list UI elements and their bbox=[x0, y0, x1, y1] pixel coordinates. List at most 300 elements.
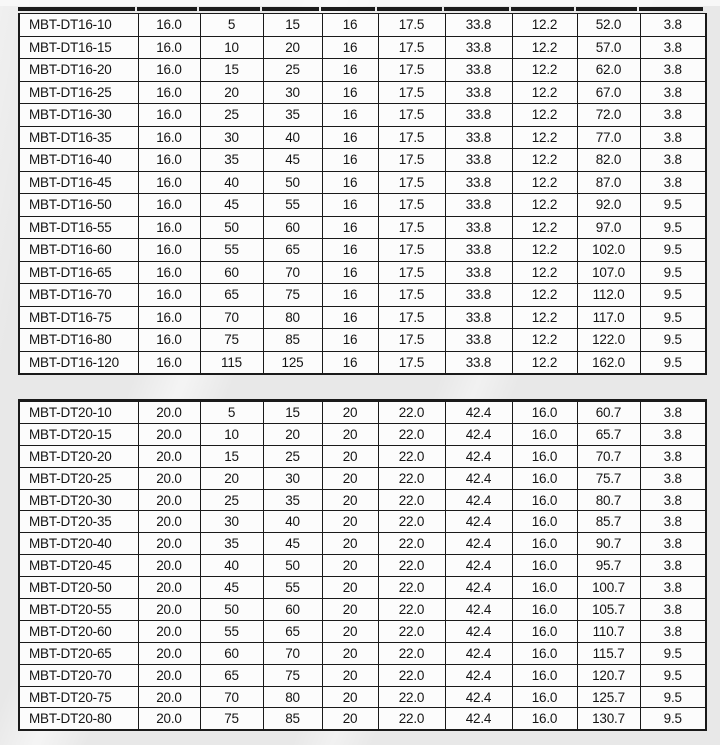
dimension-value-cell: 3.8 bbox=[640, 555, 706, 577]
dimension-value-cell: 3.8 bbox=[640, 599, 706, 621]
part-number-cell: MBT-DT20-80 bbox=[19, 708, 138, 730]
dimension-value-cell: 110.7 bbox=[577, 620, 640, 642]
dimension-value-cell: 20 bbox=[322, 686, 378, 708]
table-row bbox=[19, 401, 706, 424]
dimension-value-cell: 42.4 bbox=[445, 664, 512, 686]
dimension-value-cell: 20 bbox=[322, 577, 378, 599]
part-number-cell: MBT-DT20-30 bbox=[19, 489, 138, 511]
table-row bbox=[19, 445, 706, 467]
dimension-value-cell: 42.4 bbox=[445, 401, 512, 424]
dimension-value-cell: 42.4 bbox=[445, 577, 512, 599]
dimension-value-cell: 115 bbox=[200, 351, 263, 374]
dimension-value-cell: 20.0 bbox=[138, 599, 200, 621]
dimension-value-cell: 17.5 bbox=[378, 306, 445, 329]
dimension-value-cell: 30 bbox=[263, 81, 322, 104]
part-number-cell: MBT-DT16-50 bbox=[19, 194, 138, 217]
dimension-value-cell: 20 bbox=[322, 599, 378, 621]
table-row bbox=[19, 577, 706, 599]
part-number-cell: MBT-DT20-10 bbox=[19, 401, 138, 424]
header-edge-segment bbox=[511, 7, 574, 11]
dimension-value-cell: 3.8 bbox=[640, 533, 706, 555]
dimension-value-cell: 16.0 bbox=[138, 171, 200, 194]
dimension-value-cell: 20.0 bbox=[138, 642, 200, 664]
dimension-value-cell: 75 bbox=[200, 329, 263, 352]
dimension-value-cell: 33.8 bbox=[445, 126, 512, 149]
dimension-value-cell: 82.0 bbox=[577, 149, 640, 172]
dimension-value-cell: 33.8 bbox=[445, 329, 512, 352]
dimension-value-cell: 16.0 bbox=[138, 126, 200, 149]
part-number-cell: MBT-DT20-20 bbox=[19, 445, 138, 467]
dimension-value-cell: 95.7 bbox=[577, 555, 640, 577]
dimension-value-cell: 22.0 bbox=[378, 642, 445, 664]
dimension-value-cell: 9.5 bbox=[640, 329, 706, 352]
dimension-value-cell: 17.5 bbox=[378, 36, 445, 59]
dimension-value-cell: 16 bbox=[322, 149, 378, 172]
header-edge-segment bbox=[639, 7, 703, 11]
table-row bbox=[19, 239, 706, 262]
part-number-cell: MBT-DT20-55 bbox=[19, 599, 138, 621]
dimension-value-cell: 3.8 bbox=[640, 577, 706, 599]
dimension-value-cell: 45 bbox=[200, 194, 263, 217]
dimension-value-cell: 12.2 bbox=[512, 194, 577, 217]
part-number-cell: MBT-DT20-65 bbox=[19, 642, 138, 664]
dimension-value-cell: 3.8 bbox=[640, 81, 706, 104]
dimension-value-cell: 16 bbox=[322, 239, 378, 262]
dimension-value-cell: 50 bbox=[263, 171, 322, 194]
dimension-value-cell: 57.0 bbox=[577, 36, 640, 59]
dimension-value-cell: 15 bbox=[263, 401, 322, 424]
dimension-value-cell: 42.4 bbox=[445, 686, 512, 708]
dimension-value-cell: 20 bbox=[322, 664, 378, 686]
dimension-value-cell: 25 bbox=[200, 104, 263, 127]
dimension-value-cell: 16.0 bbox=[138, 81, 200, 104]
dimension-value-cell: 16.0 bbox=[138, 36, 200, 59]
dimension-value-cell: 85.7 bbox=[577, 511, 640, 533]
dimension-value-cell: 20.0 bbox=[138, 577, 200, 599]
dimension-value-cell: 33.8 bbox=[445, 351, 512, 374]
dimension-value-cell: 16 bbox=[322, 126, 378, 149]
dimension-value-cell: 162.0 bbox=[577, 351, 640, 374]
table-row bbox=[19, 171, 706, 194]
dimension-value-cell: 33.8 bbox=[445, 104, 512, 127]
dimension-value-cell: 20 bbox=[200, 467, 263, 489]
dimension-value-cell: 22.0 bbox=[378, 489, 445, 511]
dimension-value-cell: 20.0 bbox=[138, 489, 200, 511]
dimension-value-cell: 60 bbox=[200, 642, 263, 664]
dimension-value-cell: 42.4 bbox=[445, 599, 512, 621]
dimension-value-cell: 25 bbox=[263, 445, 322, 467]
table-row bbox=[19, 36, 706, 59]
table-row bbox=[19, 351, 706, 374]
dimension-value-cell: 97.0 bbox=[577, 216, 640, 239]
dimension-value-cell: 17.5 bbox=[378, 149, 445, 172]
dimension-value-cell: 16.0 bbox=[512, 423, 577, 445]
dimension-value-cell: 22.0 bbox=[378, 708, 445, 730]
dimension-value-cell: 16.0 bbox=[512, 401, 577, 424]
dimension-value-cell: 65.7 bbox=[577, 423, 640, 445]
dimension-value-cell: 42.4 bbox=[445, 620, 512, 642]
dimension-value-cell: 20 bbox=[263, 36, 322, 59]
dimension-value-cell: 16.0 bbox=[138, 329, 200, 352]
dimension-value-cell: 33.8 bbox=[445, 194, 512, 217]
dimension-value-cell: 12.2 bbox=[512, 149, 577, 172]
dimension-value-cell: 15 bbox=[200, 59, 263, 82]
dimension-value-cell: 16.0 bbox=[512, 467, 577, 489]
dimension-value-cell: 112.0 bbox=[577, 284, 640, 307]
dimension-value-cell: 33.8 bbox=[445, 149, 512, 172]
dimension-value-cell: 70 bbox=[200, 306, 263, 329]
dimension-value-cell: 9.5 bbox=[640, 708, 706, 730]
dimension-value-cell: 92.0 bbox=[577, 194, 640, 217]
part-number-cell: MBT-DT20-25 bbox=[19, 467, 138, 489]
dimension-value-cell: 20.0 bbox=[138, 686, 200, 708]
dimension-value-cell: 9.5 bbox=[640, 239, 706, 262]
dimension-value-cell: 75.7 bbox=[577, 467, 640, 489]
dimension-value-cell: 17.5 bbox=[378, 126, 445, 149]
dimension-value-cell: 33.8 bbox=[445, 239, 512, 262]
dimension-value-cell: 16 bbox=[322, 194, 378, 217]
header-edge-segment bbox=[262, 7, 319, 11]
dimension-value-cell: 3.8 bbox=[640, 511, 706, 533]
dimension-value-cell: 75 bbox=[263, 664, 322, 686]
dimension-value-cell: 30 bbox=[263, 467, 322, 489]
dimension-value-cell: 16 bbox=[322, 329, 378, 352]
dimension-value-cell: 16.0 bbox=[512, 708, 577, 730]
dimension-value-cell: 120.7 bbox=[577, 664, 640, 686]
dimension-value-cell: 22.0 bbox=[378, 620, 445, 642]
dimension-value-cell: 20 bbox=[322, 401, 378, 424]
dimension-value-cell: 85 bbox=[263, 708, 322, 730]
dimension-value-cell: 3.8 bbox=[640, 171, 706, 194]
part-number-cell: MBT-DT16-75 bbox=[19, 306, 138, 329]
dimension-value-cell: 65 bbox=[263, 239, 322, 262]
part-number-cell: MBT-DT16-40 bbox=[19, 149, 138, 172]
part-number-cell: MBT-DT16-20 bbox=[19, 59, 138, 82]
dimension-value-cell: 16.0 bbox=[512, 664, 577, 686]
part-number-cell: MBT-DT16-35 bbox=[19, 126, 138, 149]
table-row bbox=[19, 423, 706, 445]
dimension-value-cell: 20.0 bbox=[138, 511, 200, 533]
dimension-value-cell: 33.8 bbox=[445, 306, 512, 329]
dimension-value-cell: 3.8 bbox=[640, 149, 706, 172]
table-row bbox=[19, 555, 706, 577]
dimension-value-cell: 45 bbox=[263, 533, 322, 555]
dimension-value-cell: 20.0 bbox=[138, 401, 200, 424]
dimension-value-cell: 105.7 bbox=[577, 599, 640, 621]
header-edge-segment bbox=[321, 7, 375, 11]
dimension-value-cell: 16.0 bbox=[138, 104, 200, 127]
dimension-value-cell: 72.0 bbox=[577, 104, 640, 127]
dimension-value-cell: 3.8 bbox=[640, 423, 706, 445]
table-row bbox=[19, 620, 706, 642]
dimension-value-cell: 16 bbox=[322, 81, 378, 104]
dimension-value-cell: 9.5 bbox=[640, 284, 706, 307]
dimension-value-cell: 12.2 bbox=[512, 126, 577, 149]
dimension-value-cell: 70 bbox=[263, 261, 322, 284]
dimension-value-cell: 16 bbox=[322, 36, 378, 59]
dimension-value-cell: 16.0 bbox=[512, 642, 577, 664]
dimension-value-cell: 33.8 bbox=[445, 171, 512, 194]
part-number-cell: MBT-DT16-60 bbox=[19, 239, 138, 262]
dimension-value-cell: 122.0 bbox=[577, 329, 640, 352]
header-edge-segment bbox=[377, 7, 442, 11]
dimension-value-cell: 60.7 bbox=[577, 401, 640, 424]
dimension-value-cell: 85 bbox=[263, 329, 322, 352]
part-number-cell: MBT-DT16-30 bbox=[19, 104, 138, 127]
dimension-value-cell: 33.8 bbox=[445, 216, 512, 239]
dimension-value-cell: 12.2 bbox=[512, 261, 577, 284]
dimension-value-cell: 22.0 bbox=[378, 577, 445, 599]
table-row bbox=[19, 599, 706, 621]
dimension-value-cell: 35 bbox=[263, 489, 322, 511]
part-number-cell: MBT-DT16-70 bbox=[19, 284, 138, 307]
dimension-value-cell: 20.0 bbox=[138, 533, 200, 555]
dimension-value-cell: 22.0 bbox=[378, 511, 445, 533]
part-number-cell: MBT-DT20-45 bbox=[19, 555, 138, 577]
table-row bbox=[19, 329, 706, 352]
dimension-value-cell: 16.0 bbox=[138, 216, 200, 239]
dimension-value-cell: 12.2 bbox=[512, 81, 577, 104]
dimension-value-cell: 55 bbox=[200, 239, 263, 262]
dimension-value-cell: 62.0 bbox=[577, 59, 640, 82]
dimension-value-cell: 70.7 bbox=[577, 445, 640, 467]
header-edge-segment bbox=[576, 7, 637, 11]
dimension-value-cell: 42.4 bbox=[445, 489, 512, 511]
table-row bbox=[19, 664, 706, 686]
dimension-value-cell: 42.4 bbox=[445, 511, 512, 533]
dimension-value-cell: 3.8 bbox=[640, 445, 706, 467]
dimension-value-cell: 50 bbox=[200, 599, 263, 621]
dimension-value-cell: 16 bbox=[322, 216, 378, 239]
dimension-value-cell: 20 bbox=[322, 620, 378, 642]
dimension-value-cell: 50 bbox=[263, 555, 322, 577]
dimension-value-cell: 20.0 bbox=[138, 467, 200, 489]
dimension-value-cell: 22.0 bbox=[378, 599, 445, 621]
dimension-value-cell: 40 bbox=[200, 555, 263, 577]
dimension-value-cell: 67.0 bbox=[577, 81, 640, 104]
table-row bbox=[19, 14, 706, 37]
dimension-value-cell: 16.0 bbox=[512, 445, 577, 467]
dimension-value-cell: 35 bbox=[263, 104, 322, 127]
dimension-value-cell: 16 bbox=[322, 104, 378, 127]
dimension-value-cell: 65 bbox=[200, 664, 263, 686]
dimension-value-cell: 20 bbox=[322, 489, 378, 511]
dimension-value-cell: 42.4 bbox=[445, 533, 512, 555]
table-row bbox=[19, 511, 706, 533]
dimension-value-cell: 16.0 bbox=[138, 306, 200, 329]
dimension-value-cell: 22.0 bbox=[378, 664, 445, 686]
dimension-value-cell: 16 bbox=[322, 261, 378, 284]
dimension-value-cell: 22.0 bbox=[378, 533, 445, 555]
dimension-value-cell: 20 bbox=[322, 511, 378, 533]
dimension-value-cell: 40 bbox=[263, 511, 322, 533]
dimension-value-cell: 5 bbox=[200, 401, 263, 424]
dimension-value-cell: 65 bbox=[263, 620, 322, 642]
dimension-value-cell: 16 bbox=[322, 284, 378, 307]
dimension-value-cell: 16 bbox=[322, 351, 378, 374]
part-number-cell: MBT-DT20-15 bbox=[19, 423, 138, 445]
dimension-value-cell: 16.0 bbox=[512, 577, 577, 599]
part-number-cell: MBT-DT16-80 bbox=[19, 329, 138, 352]
dimension-value-cell: 12.2 bbox=[512, 171, 577, 194]
dimension-value-cell: 16.0 bbox=[512, 533, 577, 555]
dimension-value-cell: 107.0 bbox=[577, 261, 640, 284]
table-row bbox=[19, 216, 706, 239]
table-row bbox=[19, 59, 706, 82]
dimension-value-cell: 17.5 bbox=[378, 261, 445, 284]
dimension-value-cell: 42.4 bbox=[445, 708, 512, 730]
dimension-value-cell: 20.0 bbox=[138, 708, 200, 730]
table-row bbox=[19, 126, 706, 149]
dimension-value-cell: 3.8 bbox=[640, 126, 706, 149]
dimension-value-cell: 22.0 bbox=[378, 423, 445, 445]
cropped-header-row-edge bbox=[18, 7, 705, 11]
dimension-value-cell: 3.8 bbox=[640, 36, 706, 59]
dimension-value-cell: 45 bbox=[200, 577, 263, 599]
dimension-value-cell: 12.2 bbox=[512, 329, 577, 352]
dimension-value-cell: 9.5 bbox=[640, 686, 706, 708]
dimension-value-cell: 16.0 bbox=[512, 555, 577, 577]
dimension-value-cell: 20 bbox=[322, 533, 378, 555]
dimension-value-cell: 50 bbox=[200, 216, 263, 239]
dimension-value-cell: 16 bbox=[322, 306, 378, 329]
dimension-value-cell: 12.2 bbox=[512, 36, 577, 59]
dimension-value-cell: 16.0 bbox=[512, 686, 577, 708]
part-number-cell: MBT-DT16-65 bbox=[19, 261, 138, 284]
dimension-value-cell: 87.0 bbox=[577, 171, 640, 194]
dimension-value-cell: 125 bbox=[263, 351, 322, 374]
dimension-value-cell: 12.2 bbox=[512, 14, 577, 37]
dimension-value-cell: 16.0 bbox=[138, 59, 200, 82]
table-row bbox=[19, 489, 706, 511]
dimension-value-cell: 9.5 bbox=[640, 216, 706, 239]
dimension-value-cell: 3.8 bbox=[640, 14, 706, 37]
dimension-value-cell: 70 bbox=[200, 686, 263, 708]
dimension-value-cell: 3.8 bbox=[640, 489, 706, 511]
dimension-value-cell: 20 bbox=[322, 467, 378, 489]
dimension-value-cell: 80 bbox=[263, 306, 322, 329]
dimension-value-cell: 5 bbox=[200, 14, 263, 37]
dimension-value-cell: 42.4 bbox=[445, 555, 512, 577]
header-edge-segment bbox=[137, 7, 197, 11]
dimension-value-cell: 12.2 bbox=[512, 306, 577, 329]
dimension-value-cell: 42.4 bbox=[445, 445, 512, 467]
dimension-value-cell: 55 bbox=[263, 577, 322, 599]
dimension-value-cell: 17.5 bbox=[378, 351, 445, 374]
dimension-value-cell: 115.7 bbox=[577, 642, 640, 664]
table-row bbox=[19, 81, 706, 104]
dimension-value-cell: 60 bbox=[200, 261, 263, 284]
part-number-cell: MBT-DT20-70 bbox=[19, 664, 138, 686]
dimension-value-cell: 20.0 bbox=[138, 423, 200, 445]
dimension-value-cell: 9.5 bbox=[640, 351, 706, 374]
dimension-value-cell: 12.2 bbox=[512, 284, 577, 307]
dimension-value-cell: 20.0 bbox=[138, 445, 200, 467]
dimension-value-cell: 9.5 bbox=[640, 642, 706, 664]
dimension-value-cell: 33.8 bbox=[445, 59, 512, 82]
dimension-value-cell: 100.7 bbox=[577, 577, 640, 599]
part-number-cell: MBT-DT20-35 bbox=[19, 511, 138, 533]
dt16-spec-table bbox=[18, 13, 707, 375]
table-row bbox=[19, 194, 706, 217]
dimension-value-cell: 3.8 bbox=[640, 467, 706, 489]
dimension-value-cell: 20.0 bbox=[138, 555, 200, 577]
dt20-spec-table bbox=[18, 399, 707, 731]
dimension-value-cell: 22.0 bbox=[378, 401, 445, 424]
dimension-value-cell: 30 bbox=[200, 511, 263, 533]
dimension-value-cell: 17.5 bbox=[378, 14, 445, 37]
dimension-value-cell: 9.5 bbox=[640, 664, 706, 686]
part-number-cell: MBT-DT20-60 bbox=[19, 620, 138, 642]
table-row bbox=[19, 467, 706, 489]
part-number-cell: MBT-DT20-75 bbox=[19, 686, 138, 708]
dimension-value-cell: 33.8 bbox=[445, 14, 512, 37]
dimension-value-cell: 42.4 bbox=[445, 642, 512, 664]
dimension-value-cell: 3.8 bbox=[640, 620, 706, 642]
dimension-value-cell: 16.0 bbox=[138, 351, 200, 374]
dimension-value-cell: 40 bbox=[200, 171, 263, 194]
table-row bbox=[19, 686, 706, 708]
header-edge-segment bbox=[199, 7, 260, 11]
dimension-value-cell: 33.8 bbox=[445, 261, 512, 284]
dimension-value-cell: 16 bbox=[322, 59, 378, 82]
part-number-cell: MBT-DT16-10 bbox=[19, 14, 138, 37]
dimension-value-cell: 70 bbox=[263, 642, 322, 664]
dimension-value-cell: 10 bbox=[200, 423, 263, 445]
dimension-value-cell: 16 bbox=[322, 14, 378, 37]
dimension-value-cell: 33.8 bbox=[445, 81, 512, 104]
dimension-value-cell: 25 bbox=[200, 489, 263, 511]
dimension-value-cell: 3.8 bbox=[640, 104, 706, 127]
dimension-value-cell: 17.5 bbox=[378, 171, 445, 194]
dimension-value-cell: 52.0 bbox=[577, 14, 640, 37]
dimension-value-cell: 17.5 bbox=[378, 216, 445, 239]
dimension-value-cell: 9.5 bbox=[640, 194, 706, 217]
dimension-value-cell: 20 bbox=[322, 642, 378, 664]
dimension-value-cell: 15 bbox=[200, 445, 263, 467]
dimension-value-cell: 65 bbox=[200, 284, 263, 307]
dimension-value-cell: 20 bbox=[200, 81, 263, 104]
dimension-value-cell: 80 bbox=[263, 686, 322, 708]
dimension-value-cell: 3.8 bbox=[640, 401, 706, 424]
dimension-value-cell: 20 bbox=[322, 708, 378, 730]
header-edge-segment bbox=[18, 7, 135, 11]
table-row bbox=[19, 533, 706, 555]
dimension-value-cell: 16.0 bbox=[138, 14, 200, 37]
part-number-cell: MBT-DT16-25 bbox=[19, 81, 138, 104]
dimension-value-cell: 10 bbox=[200, 36, 263, 59]
dimension-value-cell: 20 bbox=[322, 423, 378, 445]
table-row bbox=[19, 284, 706, 307]
dimension-value-cell: 16.0 bbox=[512, 511, 577, 533]
dimension-value-cell: 35 bbox=[200, 533, 263, 555]
dimension-value-cell: 130.7 bbox=[577, 708, 640, 730]
dimension-value-cell: 33.8 bbox=[445, 284, 512, 307]
dimension-value-cell: 12.2 bbox=[512, 351, 577, 374]
dimension-value-cell: 125.7 bbox=[577, 686, 640, 708]
dimension-value-cell: 90.7 bbox=[577, 533, 640, 555]
dimension-value-cell: 80.7 bbox=[577, 489, 640, 511]
dimension-value-cell: 3.8 bbox=[640, 59, 706, 82]
dimension-value-cell: 17.5 bbox=[378, 81, 445, 104]
dimension-value-cell: 17.5 bbox=[378, 59, 445, 82]
dimension-value-cell: 75 bbox=[263, 284, 322, 307]
part-number-cell: MBT-DT16-55 bbox=[19, 216, 138, 239]
table-row bbox=[19, 104, 706, 127]
table-row bbox=[19, 642, 706, 664]
dimension-value-cell: 16.0 bbox=[512, 489, 577, 511]
dimension-value-cell: 102.0 bbox=[577, 239, 640, 262]
